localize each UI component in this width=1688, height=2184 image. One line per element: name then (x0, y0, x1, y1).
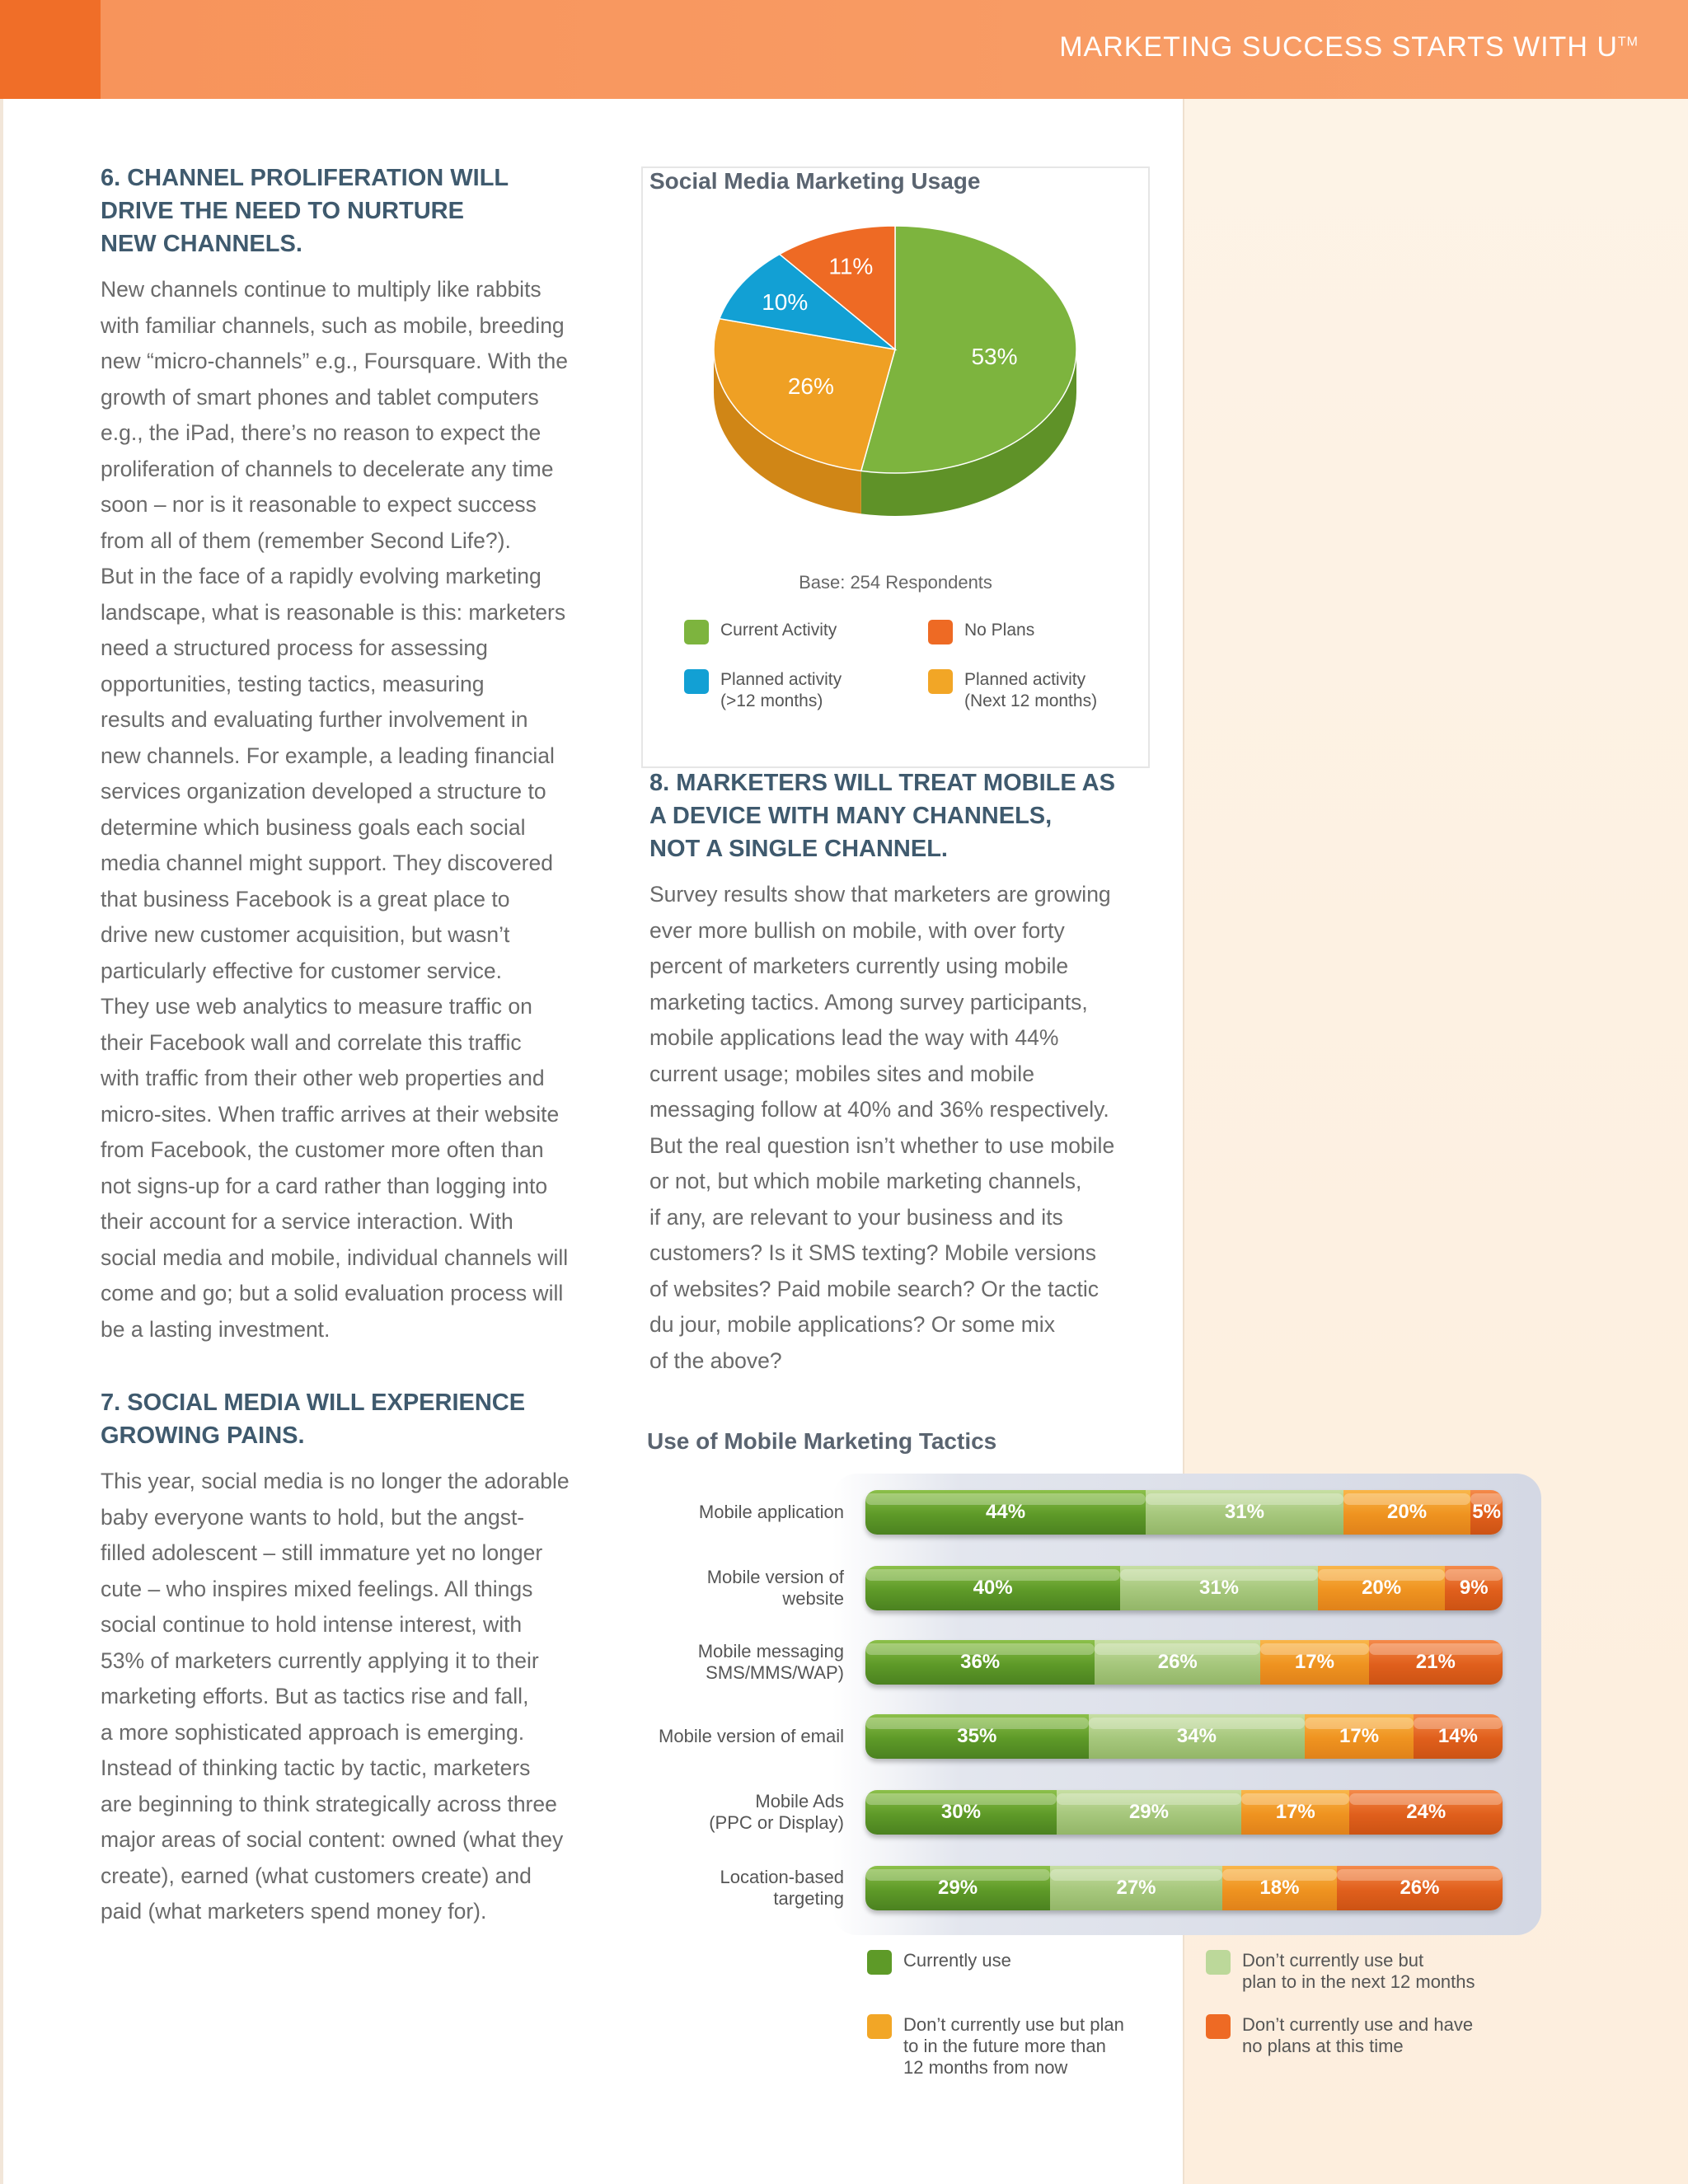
bar-segment-no-plans (1414, 1714, 1503, 1759)
bar-segment-plan-next-12 (1146, 1490, 1343, 1535)
bar-legend-swatch-future (867, 2014, 892, 2039)
bar-segment-label: 26% (1157, 1651, 1198, 1673)
bar-segment-no-plans (1369, 1640, 1503, 1685)
bar-segment-label: 17% (1339, 1725, 1380, 1747)
bar-legend-future (867, 2014, 1124, 2079)
legend-no-plans (928, 620, 1034, 644)
bar-segment-label: 34% (1176, 1725, 1217, 1747)
bar-legend-currently (867, 1950, 1011, 1975)
legend-planned-next12 (928, 669, 1097, 712)
section-6-para-3: They use web analytics to measure traffic on their Facebook wall and correlate this traffic with traffic from their other web properties and micro-sites. When traffic arrives at their website from Facebook, the customer more often than not signs-up for a card rather than logging into their account for a service interaction. With social media and mobile, individual channels will come and go; but a solid evaluation process will be a lasting investment. (101, 994, 569, 1342)
section-6-heading: 6. CHANNEL PROLIFERATION WILL DRIVE THE NEED TO NURTURE NEW CHANNELS. (101, 165, 509, 257)
bar-segment-currently-use (865, 1566, 1120, 1610)
left-edge (0, 99, 3, 2184)
bar-segment-no-plans (1337, 1866, 1503, 1910)
bar-row-label: Mobile version of website (706, 1567, 844, 1609)
bar-legend-next12 (1206, 1950, 1475, 1993)
bar-segment-label: 24% (1406, 1801, 1447, 1823)
bar-row-label: Mobile Ads (PPC or Display) (709, 1791, 844, 1833)
bar-segment-label: 40% (973, 1577, 1013, 1599)
bar-segment-plan-future (1222, 1866, 1337, 1910)
bar-segment-no-plans (1349, 1790, 1503, 1835)
trademark-mark: TM (1617, 35, 1639, 49)
pie-chart-base: Base: 254 Respondents (799, 572, 992, 593)
header-tagline-text: MARKETING SUCCESS STARTS WITH U (1059, 31, 1618, 63)
bar-segment-plan-future (1260, 1640, 1368, 1685)
bar-segment-label: 31% (1198, 1577, 1240, 1599)
section-7 (101, 1386, 628, 1930)
bar-segment-label: 26% (1400, 1877, 1440, 1899)
pie-slice-noplans-label: 11% (828, 253, 874, 279)
bar-segment-plan-next-12 (1120, 1566, 1318, 1610)
bar-segment-label: 29% (1128, 1801, 1169, 1823)
legend-swatch-current (684, 620, 709, 644)
bar-segment-label: 20% (1362, 1577, 1402, 1599)
legend-planned-12plus (684, 669, 842, 712)
bar-segment-label: 35% (957, 1725, 997, 1747)
pie-slice-next12-label: 26% (787, 373, 834, 400)
bar-segment-label: 21% (1415, 1651, 1456, 1673)
section-7-para-1: This year, social media is no longer the adorable baby everyone wants to hold, but the angst- filled adolescent – still immature yet no longer cute – who inspires mixed feelings. All things social continue to hold intense interest, with 53% of marketers currently applying it to their marketing efforts. But as tactics rise and fall, a more sophisticated approach is emerging. Instead of thinking tactic by tactic, marketers are beginning to think strategically across three major areas of social content: owned (what they create), earned (what customers create) and paid (what marketers spend money for). (101, 1469, 570, 1924)
bar-legend-swatch-currently (867, 1950, 892, 1975)
bar-legend-label-noplans: Don’t currently use and have no plans at this time (1242, 2014, 1474, 2056)
bar-segment-label: 17% (1294, 1651, 1334, 1673)
bar-segment-plan-future (1318, 1566, 1446, 1610)
section-8-heading: 8. MARKETERS WILL TREAT MOBILE AS A DEVICE WITH MANY CHANNELS, NOT A SINGLE CHANNEL. (649, 770, 1115, 862)
bar-segment-label: 29% (938, 1877, 978, 1899)
bar-legend-label-future: Don’t currently use but plan to in the future more than 12 months from now (903, 2014, 1124, 2078)
bar-segment-currently-use (865, 1490, 1146, 1535)
legend-label-next12: Planned activity (Next 12 months) (964, 670, 1098, 710)
bar-legend-label-currently: Currently use (903, 1950, 1011, 1971)
bar-row-label: Mobile application (698, 1502, 844, 1522)
legend-label-no-plans: No Plans (964, 621, 1035, 640)
section-6 (101, 162, 628, 1347)
social-media-chart (641, 166, 1150, 768)
bar-segment-plan-future (1241, 1790, 1349, 1835)
bar-segment-currently-use (865, 1640, 1095, 1685)
legend-current-activity (684, 620, 837, 644)
legend-swatch-12plus (684, 669, 709, 694)
bar-legend-noplans (1206, 2014, 1473, 2057)
bar-segment-label: 44% (986, 1501, 1026, 1523)
bar-legend-swatch-next12 (1206, 1950, 1231, 1975)
pie-slice-12plus-label: 10% (762, 289, 809, 316)
bar-segment-label: 17% (1275, 1801, 1315, 1823)
section-8-para-1: Survey results show that marketers are growing ever more bullish on mobile, with over forty percent of marketers currently using mobile marketing tactics. Among survey participants, mobile applications lead the way with 44% current usage; mobiles sites and mobile messaging follow at 40% and 36% respectively. But the real question isn’t whether to use mobile or not, but which mobile marketing channels, if any, are relevant to your business and its customers? Is it SMS texting? Mobile versions of websites? Paid mobile search? Or the tactic du jour, mobile applications? Or some mix of the above? (649, 882, 1115, 1373)
bar-segment-plan-future (1305, 1714, 1413, 1759)
bar-segment-label: 18% (1259, 1877, 1300, 1899)
section-8 (649, 766, 1177, 1379)
bar-row (865, 1714, 1503, 1759)
pie-slice-current-label: 53% (971, 343, 1018, 369)
bar-row (865, 1790, 1503, 1835)
section-6-para-1: New channels continue to multiply like rabbits with familiar channels, such as mobile, breeding new “micro-channels” e.g., Foursquare. With the growth of smart phones and tablet computers e.g., the iPad, there’s no reason to expect the proliferation of channels to decelerate any time soon – nor is it reasonable to expect success from all of them (remember Second Life?). (101, 277, 569, 553)
bar-segment-plan-next-12 (1050, 1866, 1222, 1910)
bar-row (865, 1640, 1503, 1685)
section-7-heading: 7. SOCIAL MEDIA WILL EXPERIENCE GROWING PAINS. (101, 1390, 526, 1449)
bar-segment-currently-use (865, 1866, 1050, 1910)
bar-segment-label: 20% (1387, 1501, 1428, 1523)
header-tagline (1059, 31, 1639, 63)
bar-segment-plan-future (1343, 1490, 1471, 1535)
bar-segment-label: 5% (1472, 1501, 1501, 1523)
bar-row (865, 1866, 1503, 1910)
legend-label-12plus: Planned activity (>12 months) (720, 670, 842, 710)
bar-row-label: Location-based targeting (720, 1867, 844, 1909)
bar-segment-label: 9% (1459, 1577, 1489, 1599)
bar-row (865, 1490, 1503, 1535)
legend-swatch-no-plans (928, 620, 953, 644)
bar-segment-currently-use (865, 1790, 1057, 1835)
pie-chart-svg (643, 201, 1148, 597)
bar-segment-no-plans (1470, 1490, 1503, 1535)
bar-legend-label-next12: Don’t currently use but plan to in the next 12 months (1242, 1950, 1475, 1992)
bar-segment-label: 31% (1224, 1501, 1264, 1523)
bar-segment-no-plans (1445, 1566, 1503, 1610)
bar-segment-currently-use (865, 1714, 1089, 1759)
bar-row (865, 1566, 1503, 1610)
bar-row-label: Mobile version of email (659, 1726, 844, 1746)
bar-segment-plan-next-12 (1057, 1790, 1241, 1835)
bar-row-label: Mobile messaging SMS/MMS/WAP) (697, 1641, 844, 1683)
bar-legend-swatch-noplans (1206, 2014, 1231, 2039)
legend-label-current: Current Activity (720, 621, 837, 640)
section-6-para-2: But in the face of a rapidly evolving marketing landscape, what is reasonable is this: marketers need a structured process for assessing opportunities, testing tactics, measuring results and evaluating further involvement in new channels. For example, a leading financial services organization developed a structure to determine which business goals each social media channel might support. They discovered that business Facebook is a great place to drive new customer acquisition, but wasn’t particularly effective for customer service. (101, 564, 566, 983)
bar-segment-label: 36% (960, 1651, 1001, 1673)
bar-chart-title: Use of Mobile Marketing Tactics (647, 1428, 997, 1454)
header-accent (0, 0, 101, 99)
bar-segment-plan-next-12 (1095, 1640, 1260, 1685)
header-bar (0, 0, 1688, 99)
bar-segment-plan-next-12 (1089, 1714, 1306, 1759)
bar-segment-label: 27% (1116, 1877, 1156, 1899)
legend-swatch-next12 (928, 669, 953, 694)
pie-chart-title: Social Media Marketing Usage (649, 168, 981, 194)
bar-segment-label: 14% (1437, 1725, 1478, 1747)
bar-segment-label: 30% (940, 1801, 981, 1823)
